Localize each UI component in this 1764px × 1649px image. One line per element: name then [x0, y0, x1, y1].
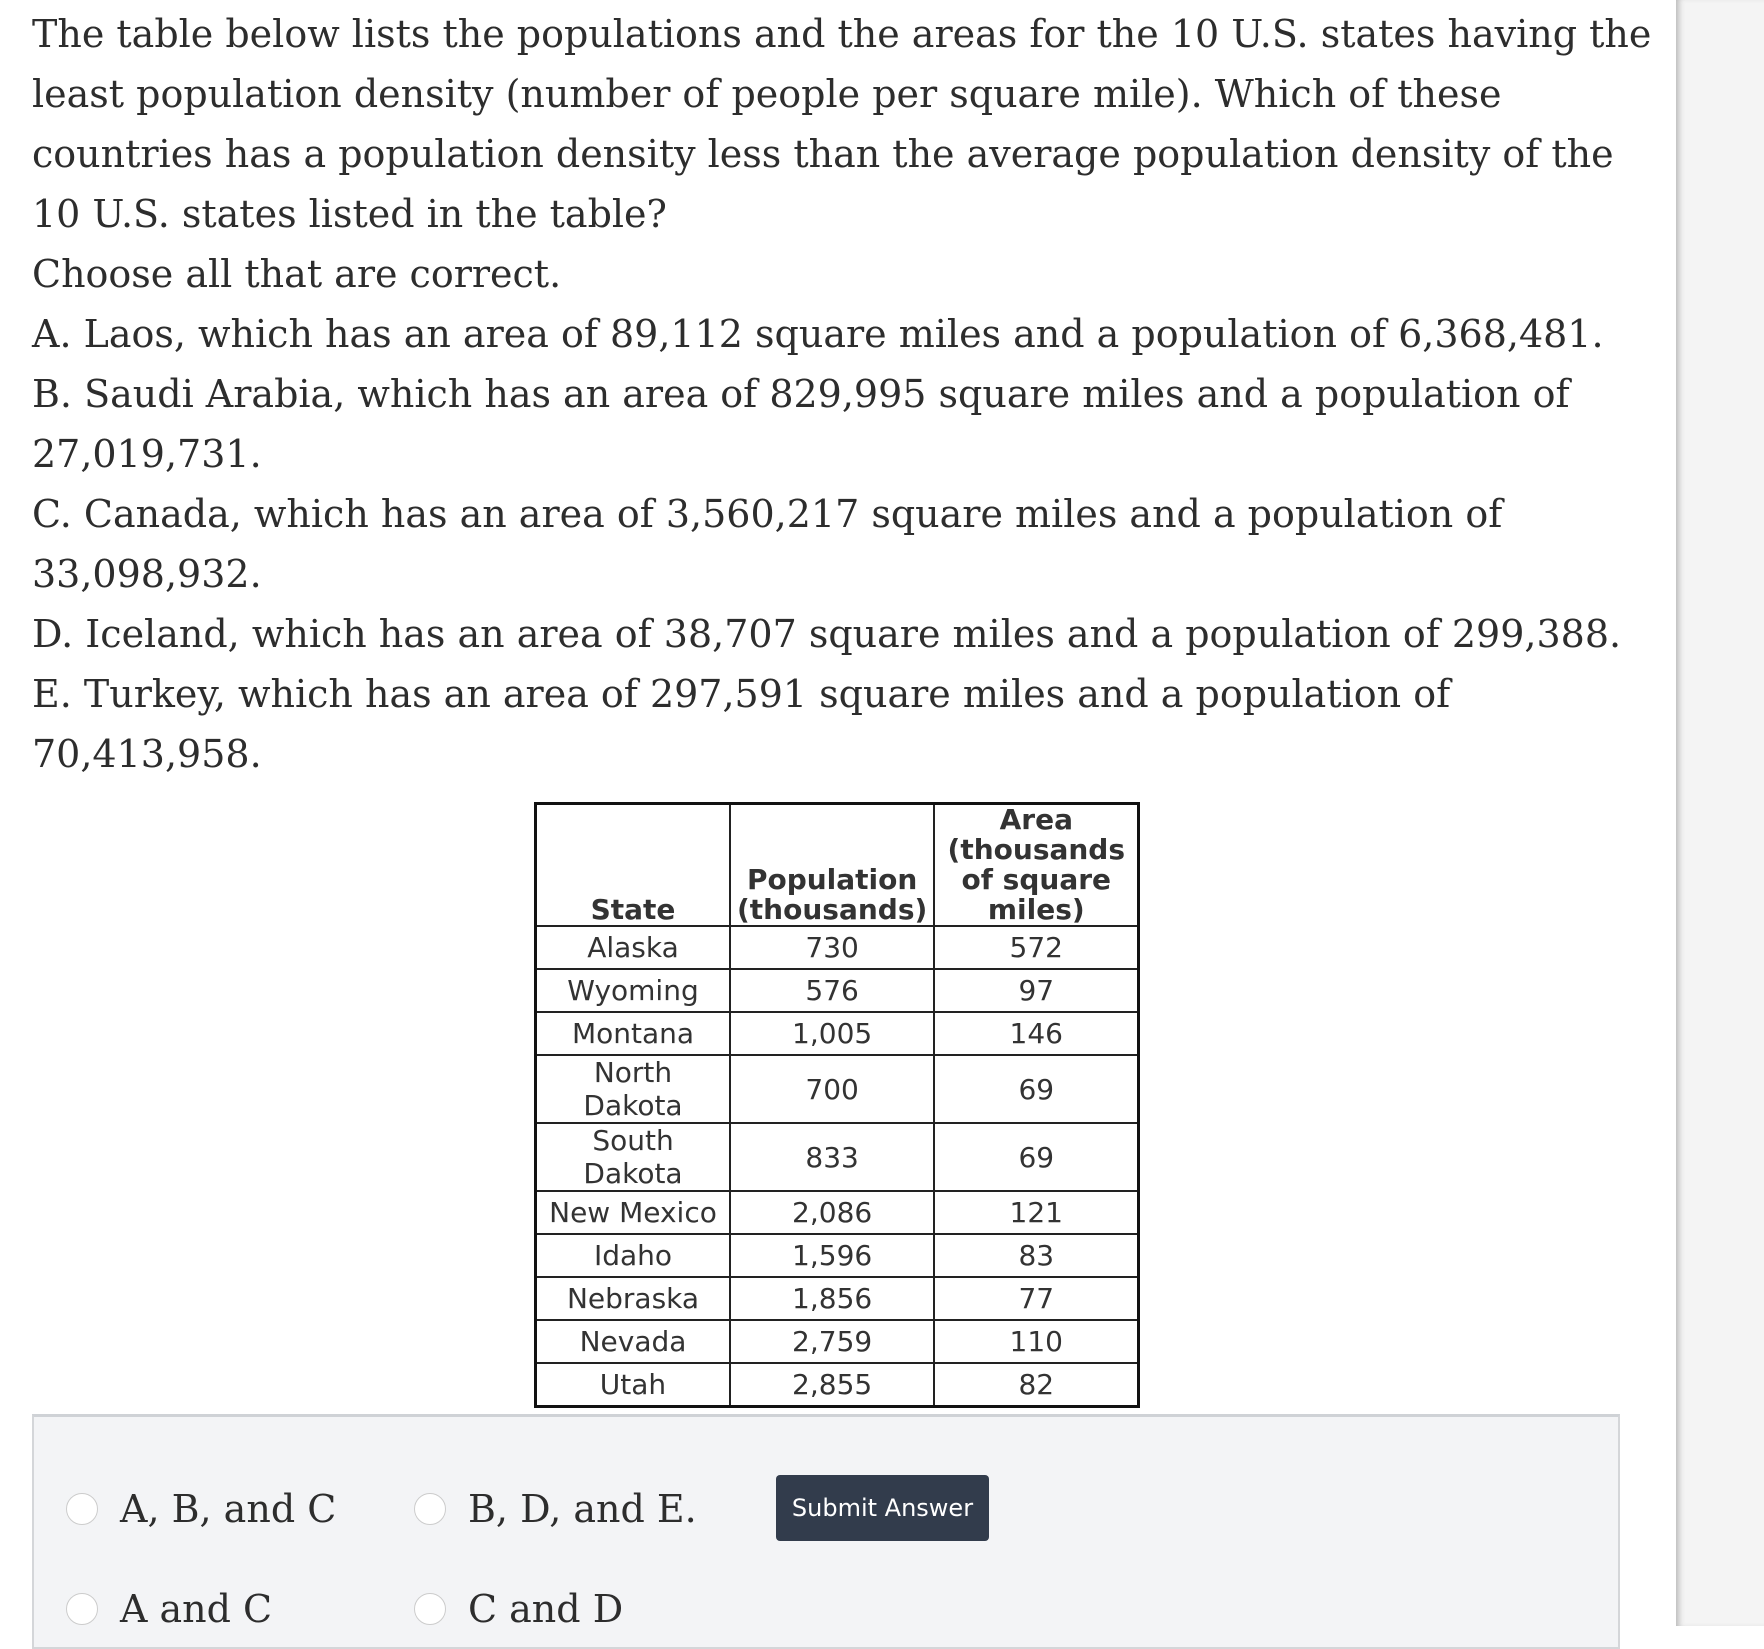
answer-option-label: A, B, and C: [120, 1487, 337, 1531]
cell-state: Alaska: [536, 926, 731, 969]
state-density-table: [534, 802, 1140, 1408]
table-row: [536, 926, 1139, 969]
table-row: [536, 1363, 1139, 1407]
cell-area: 69: [934, 1123, 1139, 1191]
cell-population: 576: [730, 969, 934, 1012]
answer-option-3[interactable]: [66, 1587, 272, 1631]
question-prompt: The table below lists the populations and the areas for the 10 U.S. states having the least population density (number of people per square mile). Which of these countries has a population density less than the average population density of the 10 U.S. states listed in the table?: [32, 12, 1652, 236]
table-row: [536, 1055, 1139, 1123]
cell-state: Utah: [536, 1363, 731, 1407]
page-scroll-edge: [1676, 0, 1764, 1626]
cell-population: 2,759: [730, 1320, 934, 1363]
answer-panel: [32, 1414, 1620, 1649]
cell-area: 82: [934, 1363, 1139, 1407]
choice-e: E. Turkey, which has an area of 297,591 square miles and a population of 70,413,958.: [32, 672, 1451, 776]
choice-d: D. Iceland, which has an area of 38,707 square miles and a population of 299,388.: [32, 612, 1622, 656]
cell-population: 700: [730, 1055, 934, 1123]
cell-state: New Mexico: [536, 1191, 731, 1234]
cell-population: 2,855: [730, 1363, 934, 1407]
cell-population: 833: [730, 1123, 934, 1191]
question-text: [32, 4, 1652, 784]
cell-state: Nevada: [536, 1320, 731, 1363]
table-row: [536, 1234, 1139, 1277]
radio-button[interactable]: [66, 1493, 98, 1525]
table-body: [536, 926, 1139, 1407]
choice-c: C. Canada, which has an area of 3,560,217 square miles and a population of 33,098,932.: [32, 492, 1503, 596]
cell-area: 83: [934, 1234, 1139, 1277]
choice-a: A. Laos, which has an area of 89,112 square miles and a population of 6,368,481.: [32, 312, 1604, 356]
table-row: [536, 969, 1139, 1012]
submit-answer-button[interactable]: Submit Answer: [776, 1475, 989, 1541]
radio-button[interactable]: [414, 1493, 446, 1525]
question-instruction: Choose all that are correct.: [32, 252, 562, 296]
cell-population: 1,005: [730, 1012, 934, 1055]
cell-population: 2,086: [730, 1191, 934, 1234]
table-header-row: [536, 804, 1139, 927]
table-row: [536, 1277, 1139, 1320]
header-population: Population (thousands): [730, 804, 934, 927]
answer-option-4[interactable]: [414, 1587, 623, 1631]
answer-option-label: C and D: [468, 1587, 624, 1631]
cell-state: North Dakota: [536, 1055, 731, 1123]
cell-area: 121: [934, 1191, 1139, 1234]
choice-b: B. Saudi Arabia, which has an area of 829,995 square miles and a population of 27,019,731.: [32, 372, 1570, 476]
table-row: [536, 1320, 1139, 1363]
cell-area: 97: [934, 969, 1139, 1012]
cell-area: 69: [934, 1055, 1139, 1123]
cell-state: Wyoming: [536, 969, 731, 1012]
table-row: [536, 1012, 1139, 1055]
answer-option-label: B, D, and E.: [468, 1487, 697, 1531]
answer-option-label: A and C: [120, 1587, 273, 1631]
cell-population: 1,596: [730, 1234, 934, 1277]
answer-option-2[interactable]: [414, 1487, 697, 1531]
table-row: [536, 1191, 1139, 1234]
cell-state: South Dakota: [536, 1123, 731, 1191]
cell-area: 77: [934, 1277, 1139, 1320]
cell-area: 572: [934, 926, 1139, 969]
cell-state: Nebraska: [536, 1277, 731, 1320]
cell-area: 146: [934, 1012, 1139, 1055]
header-state: State: [536, 804, 731, 927]
cell-state: Idaho: [536, 1234, 731, 1277]
answer-option-1[interactable]: [66, 1487, 336, 1531]
cell-area: 110: [934, 1320, 1139, 1363]
cell-population: 730: [730, 926, 934, 969]
cell-state: Montana: [536, 1012, 731, 1055]
radio-button[interactable]: [66, 1593, 98, 1625]
radio-button[interactable]: [414, 1593, 446, 1625]
table-row: [536, 1123, 1139, 1191]
header-area: Area (thousands of square miles): [934, 804, 1139, 927]
cell-population: 1,856: [730, 1277, 934, 1320]
